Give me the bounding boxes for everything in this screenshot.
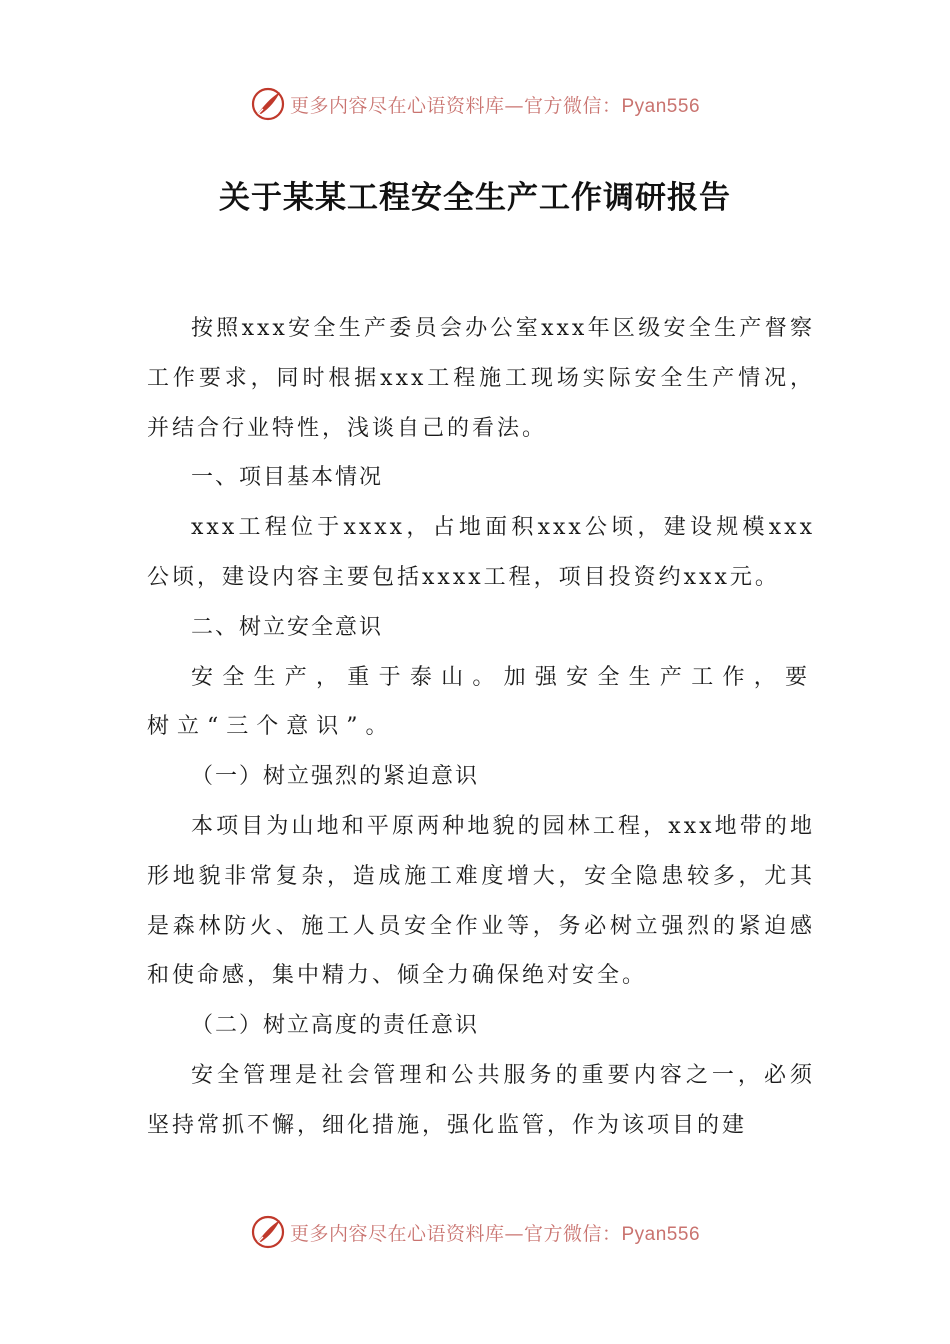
paragraph-project-info: xxx工程位于xxxx，占地面积xxx公顷，建设规模xxx公顷，建设内容主要包括xxxx工程，项目投资约xxx元。 [147,515,815,590]
watermark-footer [0,1212,950,1252]
subsection-heading-2: （二）树立高度的责任意识 [191,1013,480,1039]
section-heading-2: 二、树立安全意识 [191,614,384,640]
section-heading-1: 一、项目基本情况 [191,465,384,491]
subsection-heading-1: （一）树立强烈的紧迫意识 [191,764,480,790]
paragraph-urgency: 本项目为山地和平原两种地貌的园林工程，xxx地带的地形地貌非常复杂，造成施工难度增大，安全隐患较多，尤其是森林防火、施工人员安全作业等，务必树立强烈的紧迫感和使命感，集中精力、倾全力确保绝对安全。 [147,813,815,989]
document-body [147,304,815,1151]
quill-pen-logo-icon [250,86,286,122]
watermark-text: 更多内容尽在心语资料库—官方微信：Pyan556 [289,1222,701,1245]
watermark-header [0,84,950,124]
document-title: 关于某某工程安全生产工作调研报告 [219,180,731,216]
paragraph-safety-awareness: 安全生产，重于泰山。加强安全生产工作，要树立“三个意识”。 [147,664,815,740]
paragraph-responsibility: 安全管理是社会管理和公共服务的重要内容之一，必须坚持常抓不懈，细化措施，强化监管，作为该项目的建 [147,1062,815,1138]
watermark-text: 更多内容尽在心语资料库—官方微信：Pyan556 [289,94,701,117]
quill-pen-logo-icon [250,1214,286,1250]
paragraph-intro: 按照xxx安全生产委员会办公室xxx年区级安全生产督察工作要求，同时根据xxx工程施工现场实际安全生产情况，并结合行业特性，浅谈自己的看法。 [147,316,815,441]
